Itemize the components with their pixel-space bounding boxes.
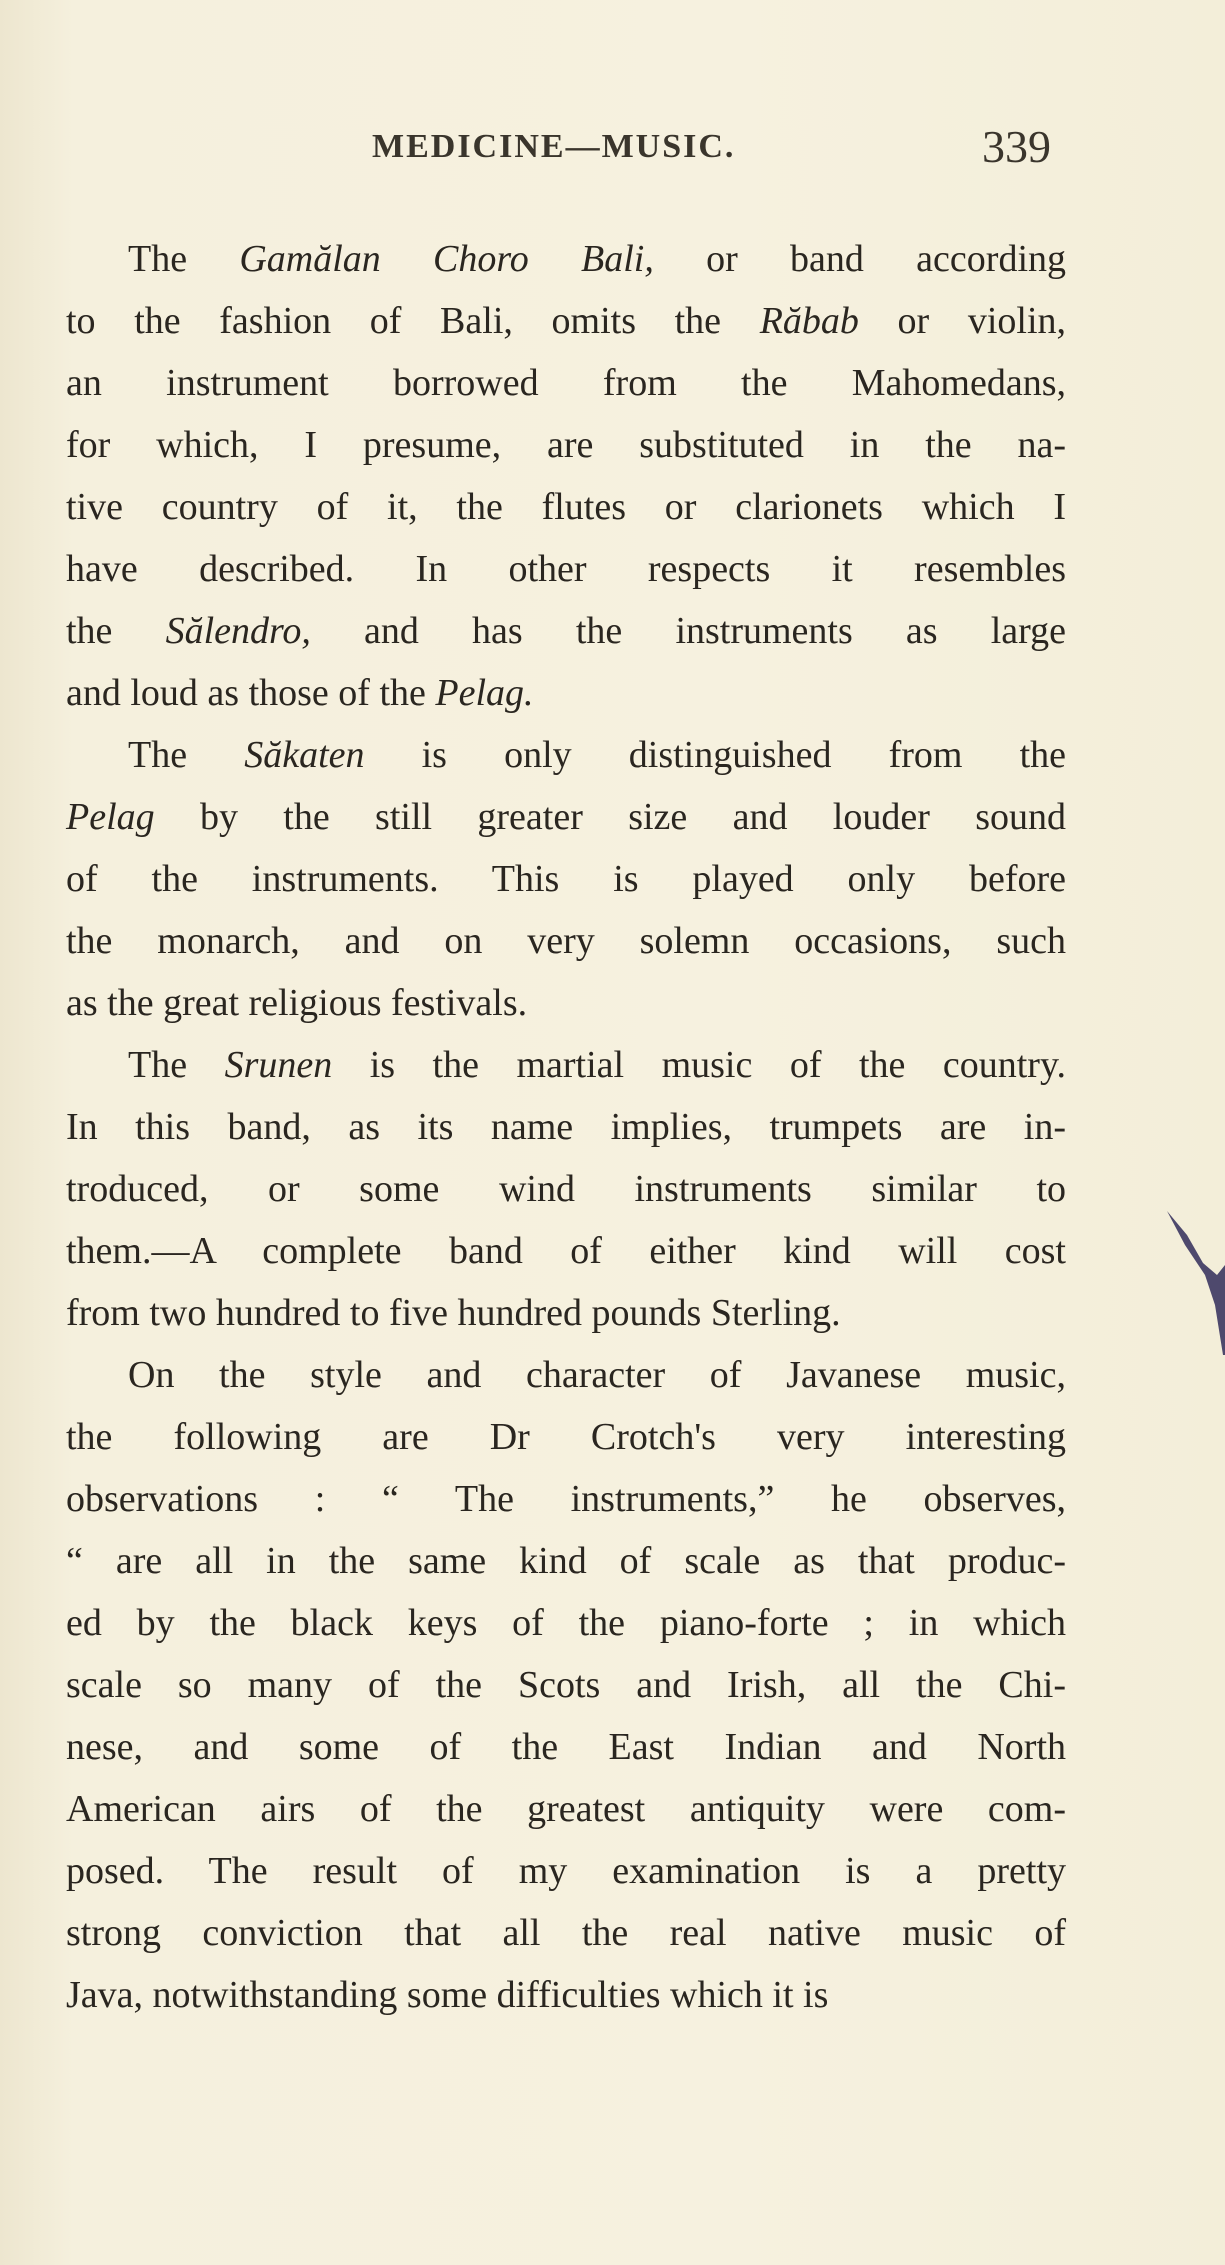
running-head: MEDICINE—MUSIC.: [372, 128, 736, 165]
text-run: troduced, or some wind instruments similar to: [66, 1168, 1066, 1210]
text-line: [66, 476, 1066, 538]
text-run: is the martial music of the country.: [332, 1044, 1066, 1086]
text-run: nese, and some of the East Indian and North: [66, 1726, 1066, 1768]
page-number: 339: [982, 121, 1051, 172]
text-run: by the still greater size and louder sound: [154, 796, 1066, 838]
text-line: [66, 1654, 1066, 1716]
text-run: The: [128, 238, 240, 280]
text-run: and has the instruments as large: [310, 610, 1066, 652]
text-run: have described. In other respects it resembles: [66, 548, 1066, 590]
text-line: [66, 1344, 1066, 1406]
text-line: [66, 538, 1066, 600]
text-run: On the style and character of Javanese music,: [128, 1354, 1066, 1396]
text-run: an instrument borrowed from the Mahomedans,: [66, 362, 1066, 404]
text-line: [66, 1034, 1066, 1096]
text-line: [66, 662, 1066, 724]
text-line: [66, 1406, 1066, 1468]
italic-term: Sălendro,: [165, 610, 311, 652]
text-run: and loud as those of the: [66, 672, 436, 714]
text-run: “ are all in the same kind of scale as that produc-: [66, 1540, 1066, 1582]
text-run: of the instruments. This is played only before: [66, 858, 1066, 900]
text-line: [66, 228, 1066, 290]
text-run: or band according: [653, 238, 1066, 280]
text-run: the following are Dr Crotch's very interesting: [66, 1416, 1066, 1458]
text-line: [66, 600, 1066, 662]
text-line: [66, 848, 1066, 910]
text-line: [66, 1964, 1066, 2026]
text-run: American airs of the greatest antiquity were com-: [66, 1788, 1066, 1830]
text-line: [66, 1716, 1066, 1778]
italic-term: Pelag.: [435, 672, 534, 714]
text-run: ed by the black keys of the piano-forte ; in which: [66, 1602, 1066, 1644]
italic-term: Srunen: [224, 1044, 333, 1086]
text-line: [66, 724, 1066, 786]
text-run: tive country of it, the flutes or clarionets which I: [66, 486, 1066, 528]
text-line: [66, 786, 1066, 848]
italic-term: Gamălan Choro Bali,: [239, 238, 654, 280]
text-run: observations : “ The instruments,” he observes,: [66, 1478, 1066, 1520]
text-line: [66, 414, 1066, 476]
text-run: the monarch, and on very solemn occasions, such: [66, 920, 1066, 962]
text-line: [66, 290, 1066, 352]
text-run: the: [66, 610, 166, 652]
text-line: [66, 1158, 1066, 1220]
italic-term: Răbab: [759, 300, 859, 342]
italic-term: Pelag: [66, 796, 155, 838]
text-line: [66, 1530, 1066, 1592]
text-line: [66, 1840, 1066, 1902]
body-text: [66, 228, 1066, 2026]
margin-ink-mark: [1165, 1205, 1225, 1365]
text-run: to the fashion of Bali, omits the: [66, 300, 760, 342]
text-run: or violin,: [858, 300, 1067, 342]
text-run: In this band, as its name implies, trumpets are in-: [66, 1106, 1066, 1148]
italic-term: Săkaten: [244, 734, 365, 776]
text-run: posed. The result of my examination is a pretty: [66, 1850, 1066, 1892]
text-run: for which, I presume, are substituted in the na-: [66, 424, 1066, 466]
text-line: [66, 1778, 1066, 1840]
text-run: The: [128, 1044, 225, 1086]
text-line: [66, 1282, 1066, 1344]
text-run: as the great religious festivals.: [66, 982, 528, 1024]
text-run: The: [128, 734, 245, 776]
text-run: Java, notwithstanding some difficulties which it is: [66, 1974, 829, 2016]
text-line: [66, 972, 1066, 1034]
text-run: is only distinguished from the: [364, 734, 1066, 776]
text-line: [66, 910, 1066, 972]
text-run: them.—A complete band of either kind will cost: [66, 1230, 1066, 1272]
text-line: [66, 352, 1066, 414]
text-run: from two hundred to five hundred pounds Sterling.: [66, 1292, 841, 1334]
text-line: [66, 1096, 1066, 1158]
text-line: [66, 1592, 1066, 1654]
text-run: scale so many of the Scots and Irish, all the Chi-: [66, 1664, 1066, 1706]
text-line: [66, 1468, 1066, 1530]
text-run: strong conviction that all the real native music of: [66, 1912, 1066, 1954]
text-line: [66, 1902, 1066, 1964]
text-line: [66, 1220, 1066, 1282]
